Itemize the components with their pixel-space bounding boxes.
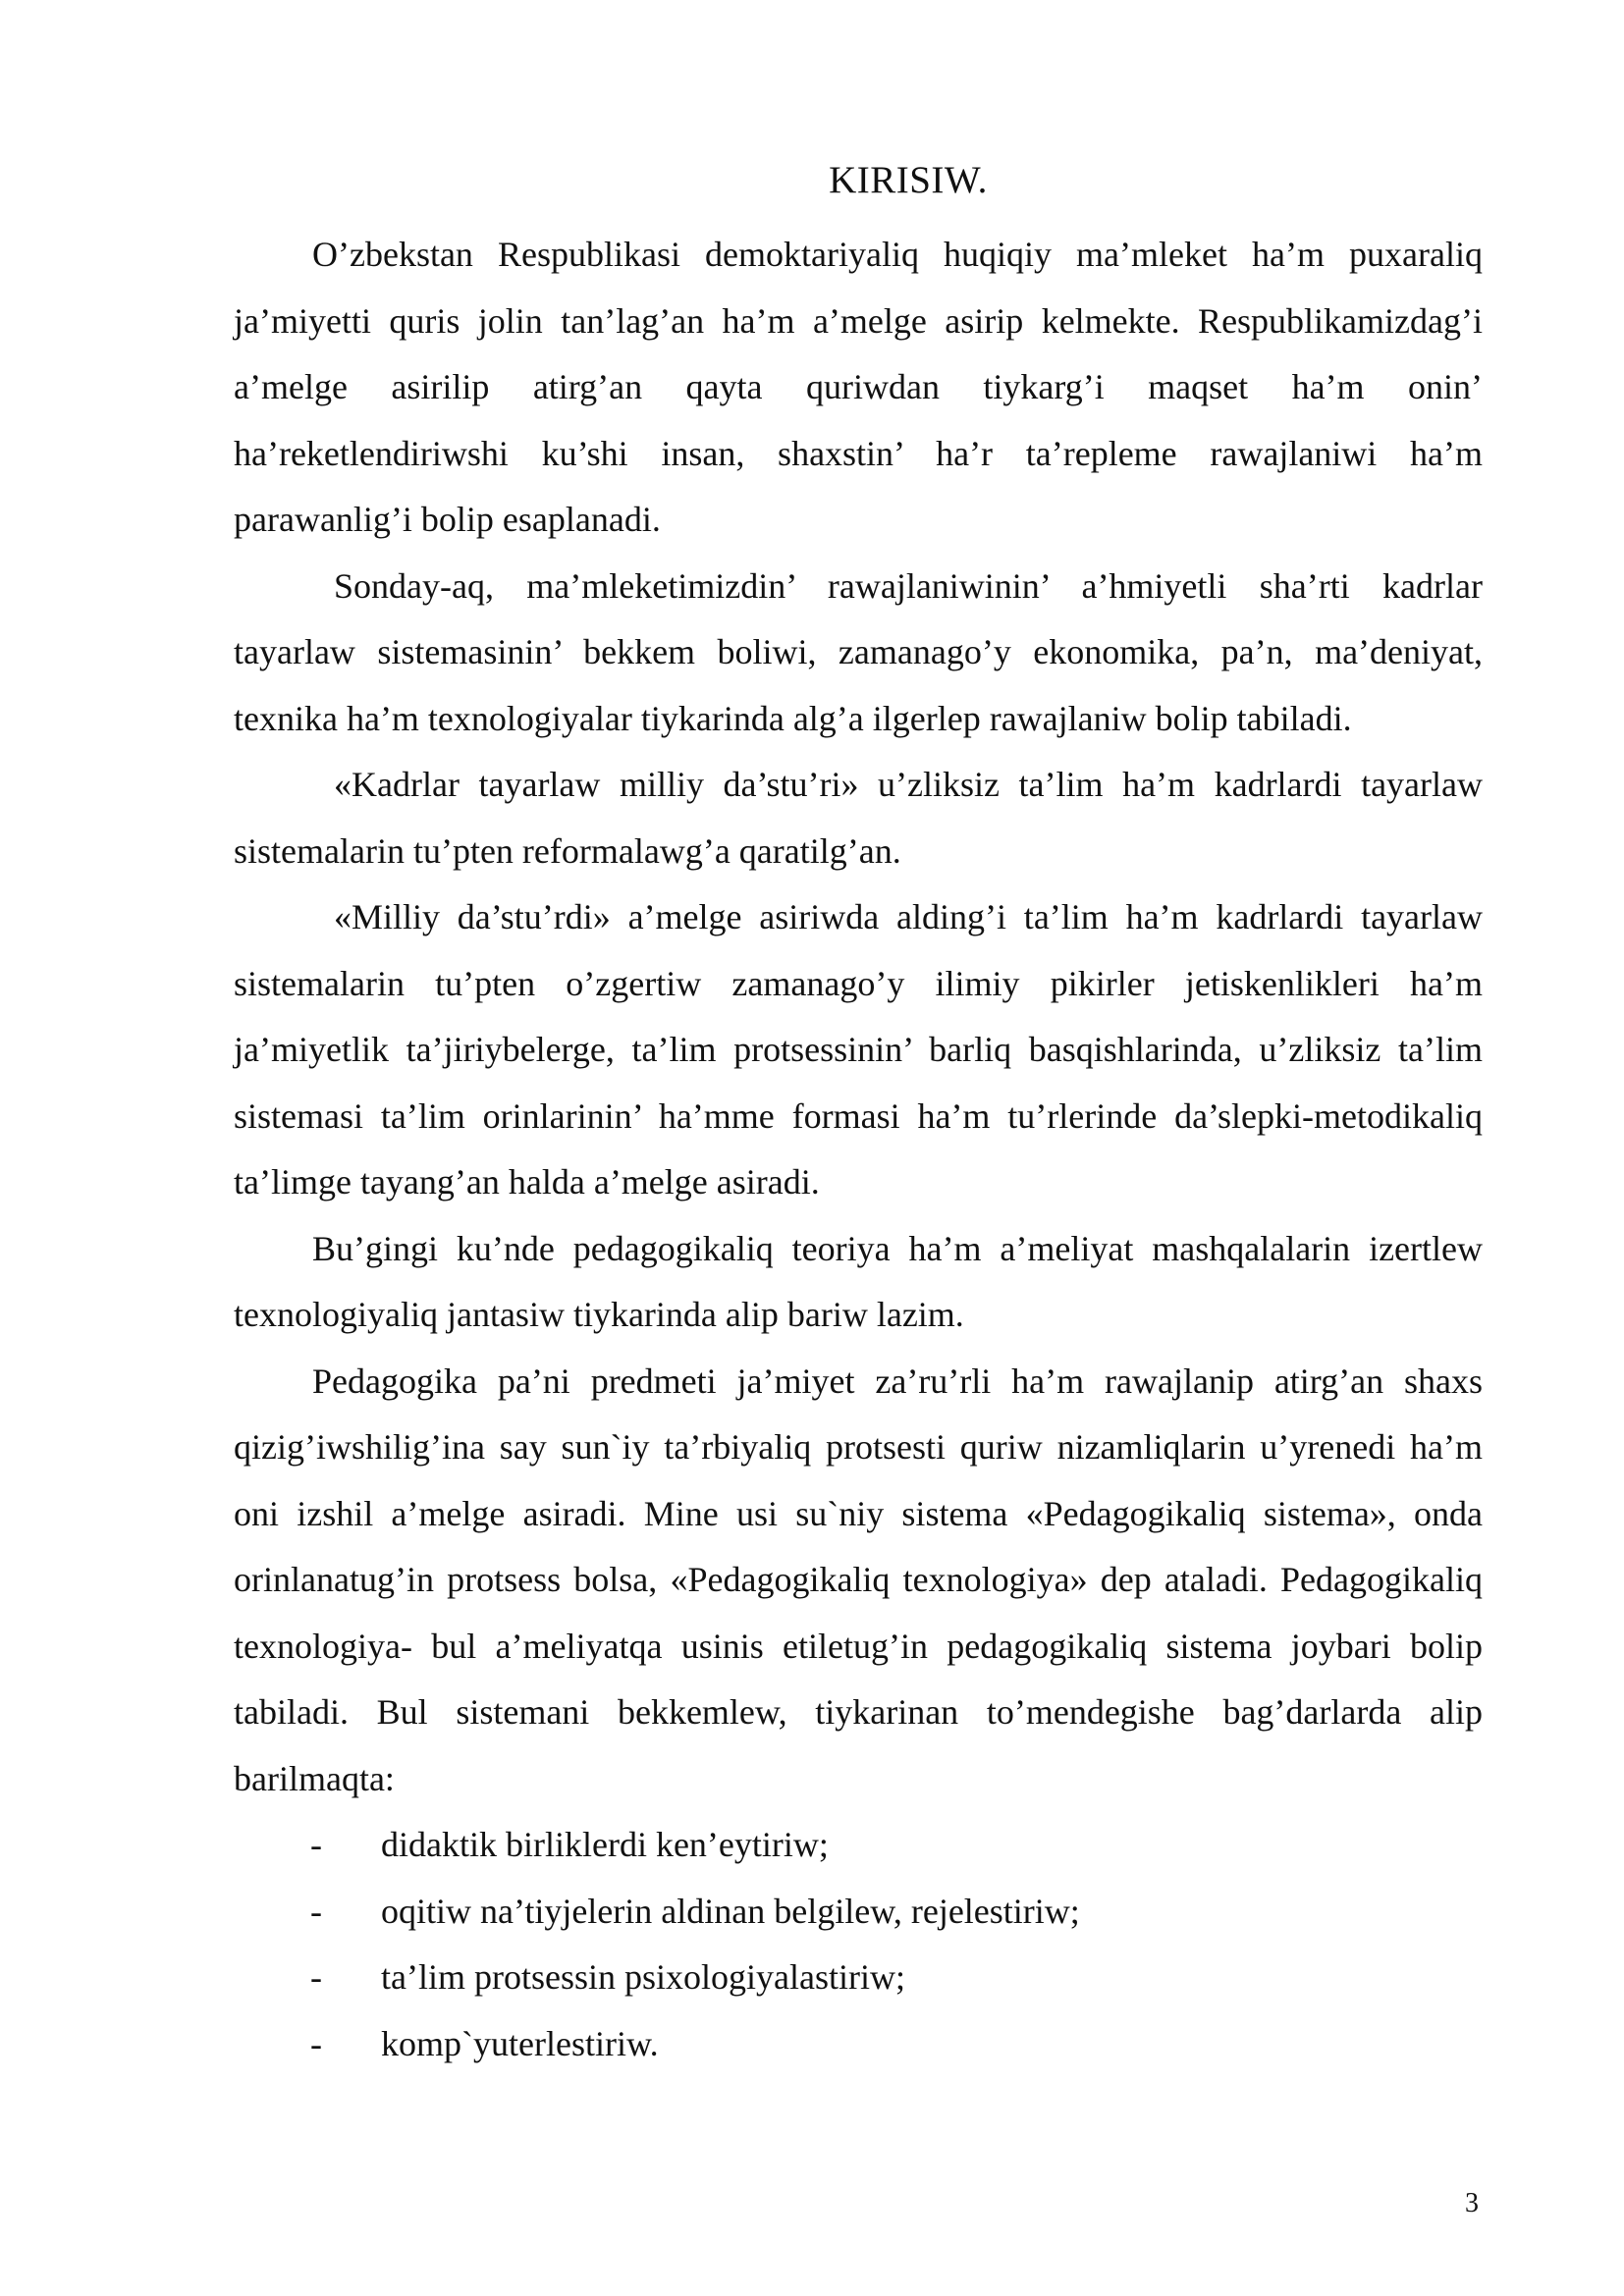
list-marker: - — [310, 1891, 322, 1931]
paragraph-6: Pedagogika pa’ni predmeti ja’miyet za’ru’rli ha’m rawajlanip atirg’an shaxs qizig’iwshilig’ina say sun`iy ta’rbiyaliq protsesti quriw nizamliqlarin u’yrenedi ha’m oni izshil a’melge asiradi. Mine usi su`niy sistema «Pedagogikaliq sistema», onda orinlanatug’in protsess bolsa, «Pedagogikaliq texnologiya» dep ataladi. Pedagogikaliq texnologiya- bul a’meliyatqa usinis etiletug’in pedagogikaliq sistema joybari bolip tabiladi. Bul sistemani bekkemlew, tiykarinan to’mendegishe bag’darlarda alip barilmaqta: — [234, 1361, 1483, 1798]
list-item — [234, 1879, 1483, 1946]
list-item — [234, 1812, 1483, 1879]
page-title: KIRISIW. — [829, 159, 988, 201]
list-marker: - — [310, 1957, 322, 1997]
paragraph-3: «Kadrlar tayarlaw milliy da’stu’ri» u’zliksiz ta’lim ha’m kadrlardi tayarlaw sistemalarin tu’pten reformalawg’a qaratilg’an. — [234, 765, 1483, 871]
paragraph-2: Sonday-aq, ma’mleketimizdin’ rawajlaniwinin’ a’hmiyetli sha’rti kadrlar tayarlaw sistemasinin’ bekkem boliwi, zamanago’y ekonomika, pa’n, ma’deniyat, texnika ha’m texnologiyalar tiykarinda alg’a ilgerlep rawajlaniw bolip tabiladi. — [234, 565, 1483, 738]
list-marker: - — [310, 1825, 322, 1864]
paragraph-5: Bu’gingi ku’nde pedagogikaliq teoriya ha’m a’meliyat mashqalalarin izertlew texnologiyaliq jantasiw tiykarinda alip bariw lazim. — [234, 1228, 1483, 1334]
list-marker: - — [310, 2023, 322, 2063]
document-body — [234, 222, 1483, 2077]
paragraph-4: «Milliy da’stu’rdi» a’melge asiriwda alding’i ta’lim ha’m kadrlardi tayarlaw sistemalarin tu’pten o’zgertiw zamanago’y ilimiy pikirler jetiskenlikleri ha’m ja’miyetlik ta’jiriybelerge, ta’lim protsessinin’ barliq basqishlarinda, u’zliksiz ta’lim sistemasi ta’lim orinlarinin’ ha’mme formasi ha’m tu’rlerinde da’slepki-metodikaliq ta’limge tayang’an halda a’melge asiradi. — [234, 897, 1483, 1201]
bullet-list — [234, 1812, 1483, 2077]
list-item — [234, 2011, 1483, 2078]
paragraph-1: O’zbekstan Respublikasi demoktariyaliq huqiqiy ma’mleket ha’m puxaraliq ja’miyetti quris jolin tan’lag’an ha’m a’melge asirip kelmekte. Respublikamizdag’i a’melge asirilip atirg’an qayta quriwdan tiykarg’i maqset ha’m onin’ ha’reketlendiriwshi ku’shi insan, shaxstin’ ha’r ta’repleme rawajlaniwi ha’m parawanlig’i bolip esaplanadi. — [234, 235, 1483, 539]
list-item-text: oqitiw na’tiyjelerin aldinan belgilew, rejelestiriw; — [381, 1891, 1080, 1931]
list-item — [234, 1945, 1483, 2011]
list-item-text: ta’lim protsessin psixologiyalastiriw; — [381, 1957, 905, 1997]
list-item-text: didaktik birliklerdi ken’eytiriw; — [381, 1825, 829, 1864]
list-item-text: komp`yuterlestiriw. — [381, 2023, 659, 2063]
page-number: 3 — [1465, 2188, 1479, 2218]
